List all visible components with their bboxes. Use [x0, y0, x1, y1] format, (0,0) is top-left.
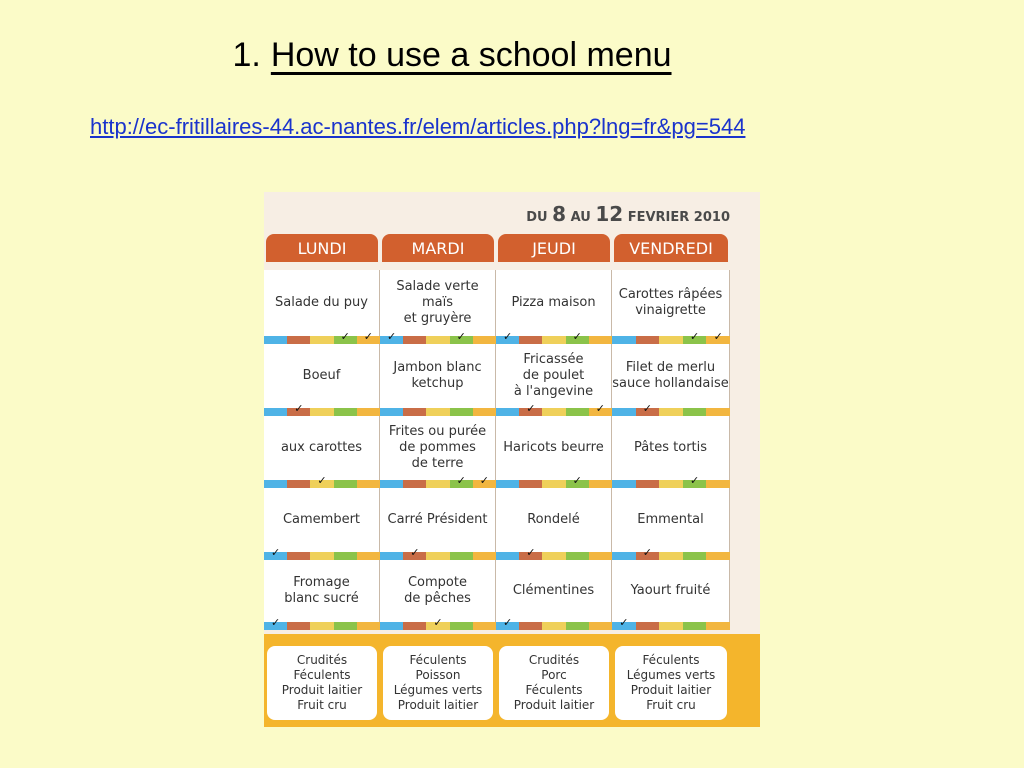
food-group-strip: [612, 403, 730, 416]
food-group-segment: [589, 480, 612, 488]
food-group-segment: [706, 622, 730, 630]
food-group-segment: [589, 336, 612, 344]
check-icon: ✓: [572, 475, 582, 487]
food-group-segment: [519, 547, 542, 560]
food-group-segment: [659, 622, 683, 630]
food-group-segment: [357, 622, 380, 630]
food-group-segment: [612, 336, 636, 344]
food-group-segment: [542, 336, 565, 344]
day-header-lundi: LUNDI: [266, 234, 378, 262]
source-link[interactable]: http://ec-fritillaires-44.ac-nantes.fr/elem/articles.php?lng=fr&pg=544: [90, 114, 746, 139]
slide-title-text: How to use a school menu: [270, 36, 672, 74]
food-group-segment: [496, 331, 519, 344]
check-icon: ✓: [433, 617, 443, 629]
check-icon: ✓: [502, 617, 513, 629]
dates-mid: AU: [570, 210, 591, 225]
food-group-segment: [334, 622, 357, 630]
food-group-segment: [589, 622, 612, 630]
food-group-segment: [426, 617, 449, 630]
food-group-segment: [519, 403, 542, 416]
food-group-segment: [403, 480, 426, 488]
food-group-segment: [264, 547, 287, 560]
food-group-strip: [612, 547, 730, 560]
food-group-strip: [496, 403, 612, 416]
food-group-strip: [496, 331, 612, 344]
food-group-strip: [264, 403, 380, 416]
menu-dish: Fromage blanc sucré: [264, 560, 380, 622]
food-group-segment: [683, 552, 707, 560]
food-group-label: Féculents: [409, 653, 467, 667]
check-icon: ✓: [479, 475, 490, 487]
dates-start: 8: [552, 202, 567, 226]
food-groups-summary: [499, 646, 609, 720]
food-group-strip: [264, 475, 380, 488]
menu-row: [264, 270, 730, 336]
menu-dish: Salade verte maïs et gruyère: [380, 270, 496, 336]
menu-row: [264, 488, 730, 552]
food-group-segment: [496, 408, 519, 416]
food-group-strip: [496, 475, 612, 488]
menu-row: [264, 344, 730, 408]
food-group-segment: [450, 552, 473, 560]
food-group-segment: [380, 408, 403, 416]
food-group-segment: [310, 622, 333, 630]
menu-dish: Carré Président: [380, 488, 496, 552]
food-group-segment: [403, 547, 426, 560]
food-group-segment: [380, 622, 403, 630]
food-group-strip: [612, 617, 730, 630]
menu-dish: Jambon blanc ketchup: [380, 344, 496, 408]
food-group-strip: [380, 475, 496, 488]
food-groups-summary: [267, 646, 377, 720]
food-group-segment: [496, 552, 519, 560]
food-group-segment: [334, 480, 357, 488]
food-group-label: Poisson: [415, 668, 461, 682]
food-group-segment: [566, 408, 589, 416]
food-group-segment: [380, 480, 403, 488]
food-group-strip: [496, 617, 612, 630]
food-group-segment: [287, 403, 310, 416]
food-group-segment: [403, 622, 426, 630]
food-group-segment: [310, 552, 333, 560]
check-icon: ✓: [270, 617, 281, 629]
check-icon: ✓: [572, 331, 582, 343]
food-group-segment: [426, 408, 449, 416]
check-icon: ✓: [642, 403, 652, 415]
menu-dish: aux carottes: [264, 416, 380, 480]
food-groups-summary: [615, 646, 727, 720]
food-group-segment: [659, 336, 683, 344]
food-group-strip: [380, 408, 496, 416]
food-group-strip: [612, 475, 730, 488]
food-group-segment: [542, 552, 565, 560]
menu-dish: Rondelé: [496, 488, 612, 552]
food-group-label: Produit laitier: [281, 683, 363, 697]
food-group-segment: [566, 552, 589, 560]
menu-dish: Boeuf: [264, 344, 380, 408]
food-group-segment: [287, 480, 310, 488]
menu-dish: Filet de merlu sauce hollandaise: [612, 344, 730, 408]
food-group-segment: [334, 331, 357, 344]
food-group-segment: [264, 408, 287, 416]
dates-suffix: FEVRIER 2010: [627, 210, 730, 225]
food-group-strip: [264, 617, 380, 630]
menu-dish: Compote de pêches: [380, 560, 496, 622]
check-icon: ✓: [317, 475, 327, 487]
food-group-label: Produit laitier: [630, 683, 712, 697]
food-group-segment: [287, 622, 310, 630]
food-group-segment: [519, 480, 542, 488]
check-icon: ✓: [340, 331, 350, 343]
food-group-segment: [426, 336, 449, 344]
check-icon: ✓: [456, 331, 466, 343]
menu-dish: Salade du puy: [264, 270, 380, 336]
food-group-segment: [566, 331, 589, 344]
food-group-segment: [264, 336, 287, 344]
food-group-segment: [473, 622, 496, 630]
food-group-label: Crudités: [296, 653, 348, 667]
menu-dish: Emmental: [612, 488, 730, 552]
food-group-strip: [380, 547, 496, 560]
food-group-segment: [426, 552, 449, 560]
check-icon: ✓: [410, 547, 420, 559]
food-group-segment: [612, 617, 636, 630]
food-group-segment: [357, 552, 380, 560]
food-group-segment: [589, 552, 612, 560]
food-group-label: Porc: [541, 668, 567, 682]
food-group-segment: [380, 331, 403, 344]
check-icon: ✓: [363, 331, 374, 343]
check-icon: ✓: [713, 331, 723, 343]
food-group-segment: [287, 552, 310, 560]
menu-row: [264, 560, 730, 622]
food-group-segment: [659, 552, 683, 560]
food-group-segment: [496, 480, 519, 488]
food-group-segment: [357, 408, 380, 416]
food-group-strip: [380, 331, 496, 344]
check-icon: ✓: [689, 331, 700, 343]
menu-dish: Fricassée de poulet à l'angevine: [496, 344, 612, 408]
food-group-segment: [403, 408, 426, 416]
food-group-segment: [450, 408, 473, 416]
day-header-jeudi: JEUDI: [498, 234, 610, 262]
food-group-segment: [450, 475, 473, 488]
food-group-segment: [612, 552, 636, 560]
food-group-segment: [450, 622, 473, 630]
food-group-segment: [357, 480, 380, 488]
check-icon: ✓: [270, 547, 281, 559]
food-group-segment: [612, 408, 636, 416]
menu-dish: Carottes râpées vinaigrette: [612, 270, 730, 336]
food-group-label: Crudités: [528, 653, 580, 667]
food-group-segment: [380, 552, 403, 560]
check-icon: ✓: [526, 547, 536, 559]
menu-dish: Camembert: [264, 488, 380, 552]
food-group-segment: [706, 408, 730, 416]
check-icon: ✓: [642, 547, 652, 559]
food-group-segment: [519, 336, 542, 344]
food-group-segment: [706, 331, 730, 344]
menu-dish: Pizza maison: [496, 270, 612, 336]
check-icon: ✓: [595, 403, 606, 415]
food-group-label: Légumes verts: [393, 683, 483, 697]
food-group-segment: [310, 408, 333, 416]
menu-dish: Pâtes tortis: [612, 416, 730, 480]
food-group-segment: [706, 480, 730, 488]
food-group-segment: [706, 552, 730, 560]
school-menu-image: [264, 192, 760, 727]
food-group-segment: [589, 403, 612, 416]
menu-dish: Yaourt fruité: [612, 560, 730, 622]
food-group-segment: [683, 408, 707, 416]
food-group-strip: [496, 547, 612, 560]
slide-number: 1.: [232, 36, 261, 74]
day-header-vendredi: VENDREDI: [614, 234, 728, 262]
food-group-label: Légumes verts: [626, 668, 716, 682]
food-group-segment: [659, 408, 683, 416]
food-group-segment: [636, 403, 660, 416]
dates-end: 12: [595, 202, 624, 226]
food-group-segment: [683, 622, 707, 630]
food-group-segment: [310, 336, 333, 344]
food-group-label: Produit laitier: [513, 698, 595, 712]
check-icon: ✓: [526, 403, 536, 415]
food-group-label: Féculents: [525, 683, 583, 697]
food-group-label: Féculents: [293, 668, 351, 682]
food-group-segment: [519, 622, 542, 630]
food-group-segment: [403, 336, 426, 344]
check-icon: ✓: [619, 617, 629, 629]
food-group-strip: [264, 547, 380, 560]
menu-dates: [526, 202, 730, 226]
food-group-segment: [334, 552, 357, 560]
food-group-label: Fruit cru: [646, 698, 696, 712]
food-group-segment: [542, 480, 565, 488]
check-icon: ✓: [502, 331, 513, 343]
food-group-segment: [636, 547, 660, 560]
food-group-segment: [566, 622, 589, 630]
check-icon: ✓: [386, 331, 397, 343]
food-group-segment: [473, 408, 496, 416]
menu-dish: Frites ou purée de pommes de terre: [380, 416, 496, 480]
food-group-label: Féculents: [642, 653, 700, 667]
food-group-segment: [310, 475, 333, 488]
food-group-segment: [659, 480, 683, 488]
food-group-segment: [264, 617, 287, 630]
menu-dish: Clémentines: [496, 560, 612, 622]
food-group-segment: [636, 622, 660, 630]
slide-title: [0, 36, 904, 75]
food-group-segment: [287, 336, 310, 344]
food-group-segment: [683, 475, 707, 488]
food-groups-summary: [383, 646, 493, 720]
food-group-segment: [542, 408, 565, 416]
food-group-strip: [380, 617, 496, 630]
check-icon: ✓: [294, 403, 304, 415]
food-group-segment: [473, 552, 496, 560]
food-group-label: Produit laitier: [397, 698, 479, 712]
food-group-segment: [357, 331, 380, 344]
food-group-segment: [612, 480, 636, 488]
food-group-segment: [496, 617, 519, 630]
food-group-segment: [636, 336, 660, 344]
menu-row: [264, 416, 730, 480]
food-group-segment: [334, 408, 357, 416]
check-icon: ✓: [456, 475, 466, 487]
dates-prefix: DU: [526, 210, 548, 225]
food-group-strip: [264, 331, 380, 344]
food-group-segment: [264, 480, 287, 488]
food-group-strip: [612, 331, 730, 344]
food-group-label: Fruit cru: [297, 698, 347, 712]
food-group-segment: [473, 475, 496, 488]
food-group-segment: [683, 331, 707, 344]
food-group-segment: [566, 475, 589, 488]
day-header-mardi: MARDI: [382, 234, 494, 262]
food-group-segment: [636, 480, 660, 488]
check-icon: ✓: [689, 475, 700, 487]
food-group-segment: [542, 622, 565, 630]
menu-dish: Haricots beurre: [496, 416, 612, 480]
food-group-segment: [473, 336, 496, 344]
food-group-segment: [450, 331, 473, 344]
food-group-segment: [426, 480, 449, 488]
